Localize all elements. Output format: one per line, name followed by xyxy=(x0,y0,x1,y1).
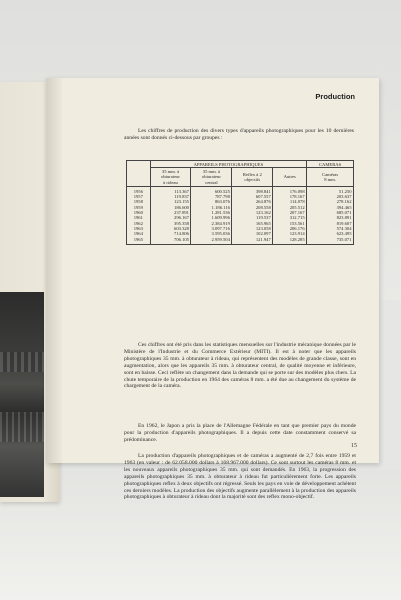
photo-fragment xyxy=(0,292,44,497)
others-column: 176.098 178.167 114.078 205.512 207.167 312.715 153.561 206.176 123.914 128.285 xyxy=(273,186,307,244)
japan-rank-paragraph: En 1962, le Japon a pris la place de l'Allemagne Fédérale en tant que premier pays du monde pour la production d'appareils photographiques. Il a depuis cette date constamment conservé sa prédominance. xyxy=(124,423,356,443)
cine-8mm-column: 51.250 203.637 278.162 394.465 685.071 823.891 819.607 574.304 623.495 735.071 xyxy=(307,186,354,244)
twin-reflex-column: 398.841 607.557 264.876 208.558 123.162 119.537 165.965 123.058 102.097 121.947 xyxy=(232,186,273,244)
leaf-shutter-column: 600.525 787.798 863.076 1.186.116 1.281.536 1.609.996 2.384.919 3.097.716 3.595.036 2.959.504 xyxy=(191,186,232,244)
col-header-twin-reflex: Reflex à 2 objectifs xyxy=(232,168,273,186)
col-header-others: Autres xyxy=(273,168,307,186)
page-heading: Production xyxy=(315,92,355,101)
group-header-cameras: APPAREILS PHOTOGRAPHIQUES xyxy=(150,161,307,168)
col-header-8mm: Caméras 8 mm. xyxy=(307,168,354,186)
table-body-row xyxy=(127,186,354,244)
growth-paragraph: La production d'appareils photographiques et de caméras a augmenté de 2,7 fois entre 1959 et 1963 (en valeur : de 62.058.000 dollars à 168.967.000 dollars). Ce sont surtout les caméras 8 mm. et les nouveaux appareils photographiques 35 mm. qui sont demandés. En 1963, la progression des appareils photographiques 35 mm. à obturateur à rideau fut particulièrement forte. Les appareils photographiques reflex à deux objectifs ont régressé. Seuls les pays en voie de développement achètent ces derniers modèles. La production des objectifs augmente parallèlement à la production des appareils photographiques à obturateur à rideau dont la majorité sont des reflex mono-objectif. xyxy=(124,453,356,501)
focal-plane-column: 113.367 119.837 123.155 186.600 237.891 296.167 395.358 603.328 714.806 706.105 xyxy=(150,186,191,244)
intro-paragraph: Les chiffres de production des divers types d'appareils photographiques pour les 10 dernières années sont donnés ci-dessous par groupes : xyxy=(124,128,354,141)
col-header-focal-plane: 35 mm. à obturateur à rideau xyxy=(150,168,191,186)
statistics-source-paragraph: Ces chiffres ont été pris dans les statistiques mensuelles sur l'industrie mécanique données par le Ministère de l'Industrie et du Commerce Extérieur (MITI). Il est à noter que les appareils photographiques 35 mm. à obturateur à rideau, qui représentent des modèles de grande classe, sont en augmentation, alors que les appareils 35 mm. à obturateur central, de qualité moyenne et inférieure, sont en baisse. Ceci reflète un changement dans la demande qui se porte sur des modèles plus chers. La chute temporaire de la production en 1964 des caméras 8 mm. a été due au changement du système de chargement de la caméra. xyxy=(124,342,356,390)
col-header-leaf-shutter: 35 mm. à obturateur central xyxy=(191,168,232,186)
group-header-cine: CAMERAS xyxy=(307,161,354,168)
year-header xyxy=(127,161,151,187)
year-column: 1956 1957 1958 1959 1960 1961 1962 1963 1964 1965 xyxy=(127,186,151,244)
document-page xyxy=(46,78,379,501)
production-table xyxy=(126,160,354,245)
page-number: 15 xyxy=(351,443,357,449)
